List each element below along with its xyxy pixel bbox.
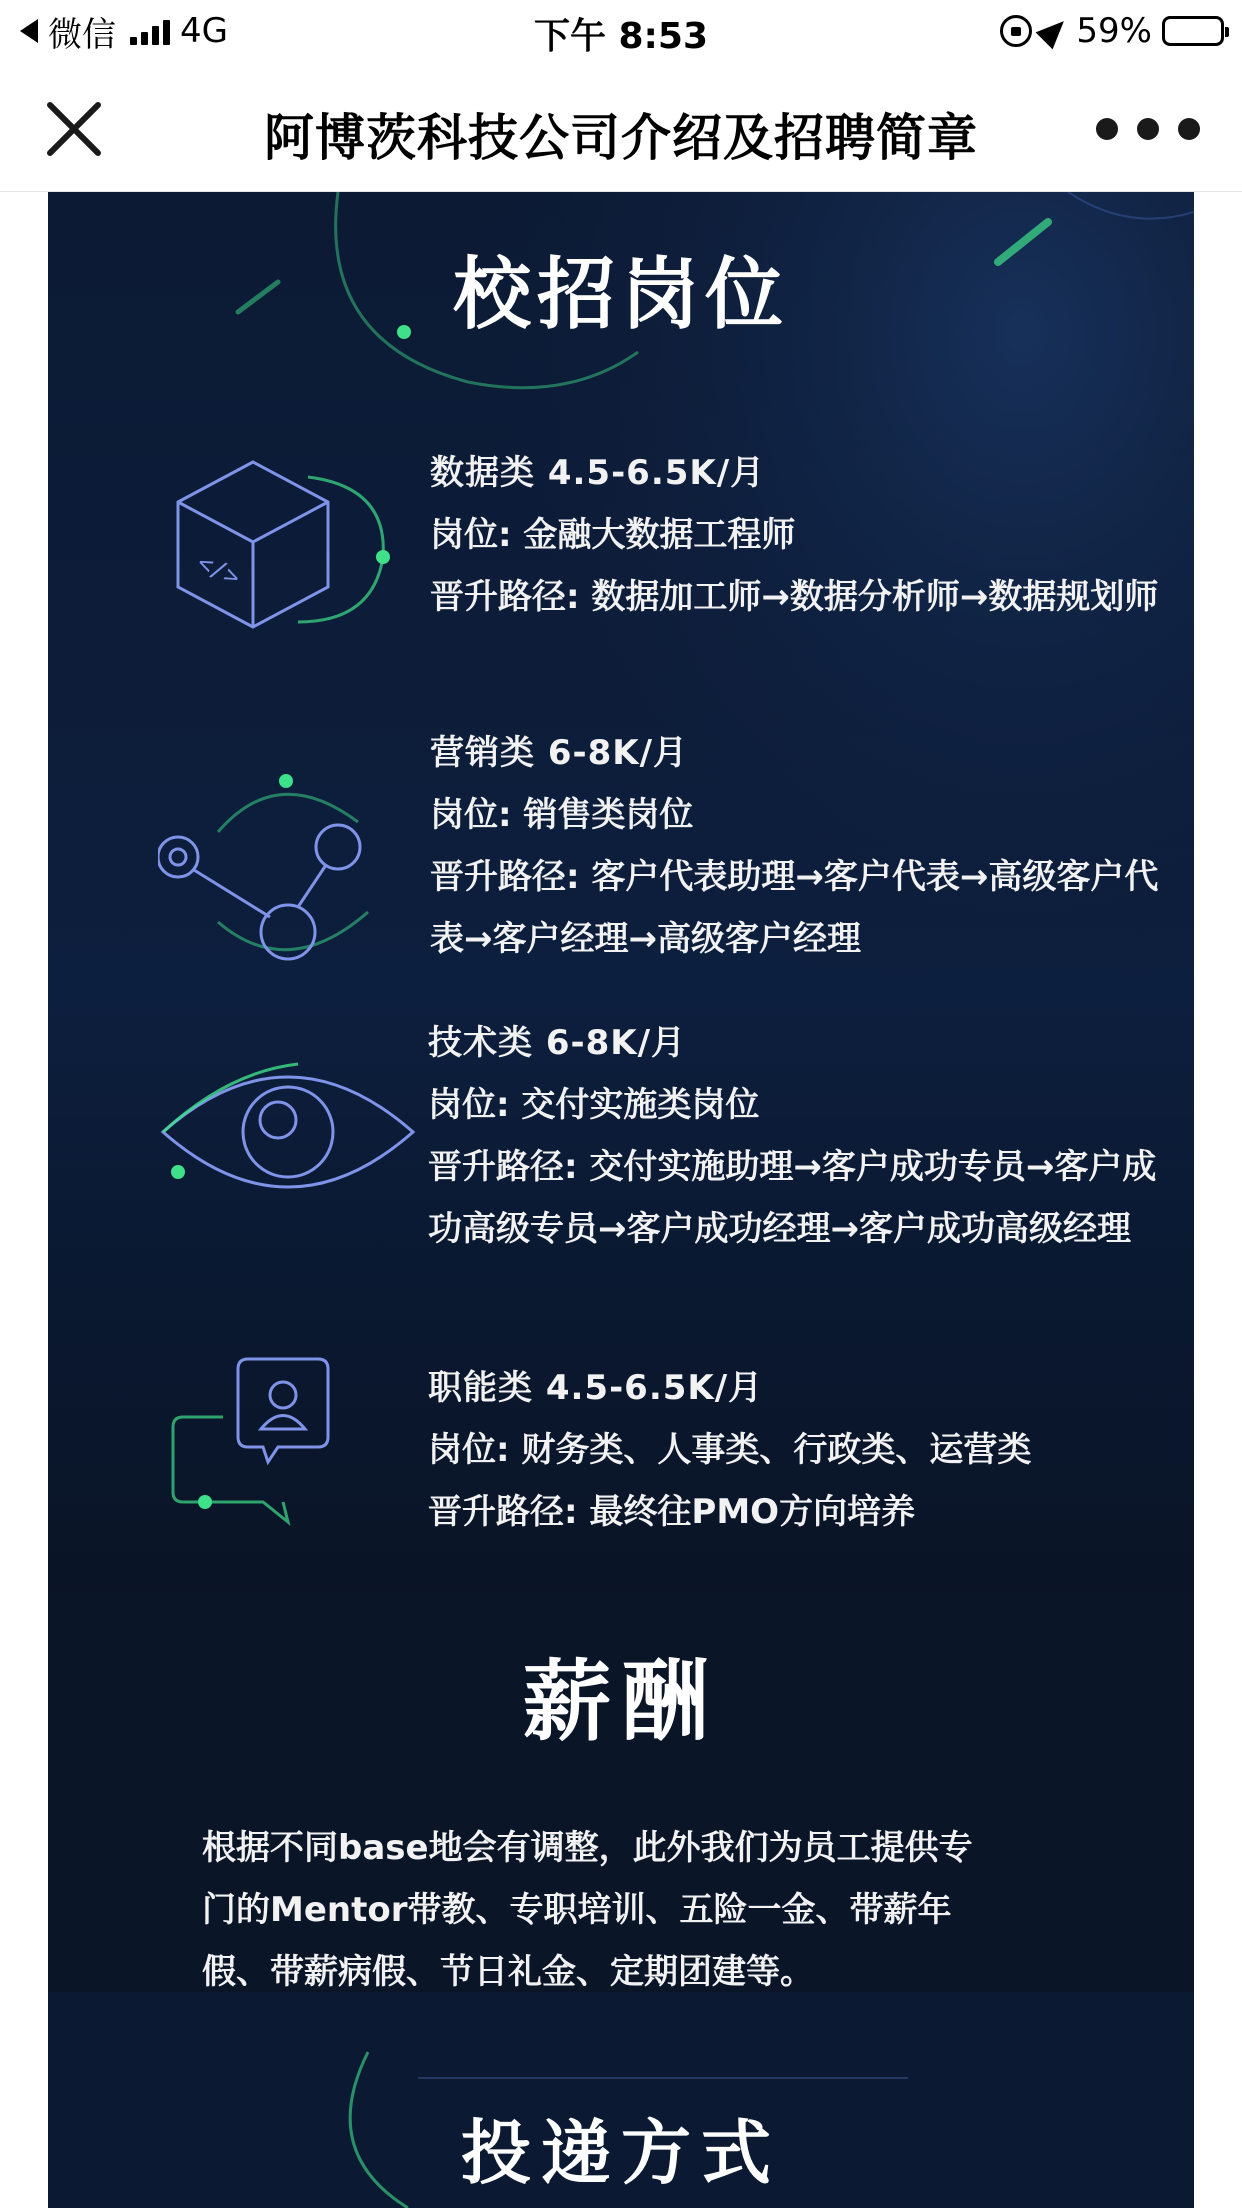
job-promotion-path: 晋升路径: 最终往PMO方向培养 <box>428 1492 916 1532</box>
svg-text:</>: </> <box>193 548 245 592</box>
job-promotion-path: 晋升路径: 交付实施助理→客户成功专员→客户成功高级专员→客户成功经理→客户成功高级经理 <box>428 1147 1157 1249</box>
job-role: 岗位: 财务类、人事类、行政类、运营类 <box>428 1430 1032 1470</box>
page-title: 阿博茨科技公司介绍及招聘简章 <box>264 109 978 167</box>
more-dot-icon <box>1178 118 1200 140</box>
job-marketing <box>430 722 1170 970</box>
network-label: 4G <box>180 11 228 51</box>
eye-icon <box>158 1052 418 1212</box>
status-right <box>1000 10 1224 52</box>
battery-percent: 59% <box>1076 11 1152 51</box>
location-arrow-icon <box>1036 13 1073 50</box>
poster-image <box>48 192 1194 2208</box>
job-title-salary: 数据类 4.5-6.5K/月 <box>430 453 766 493</box>
job-title-salary: 职能类 4.5-6.5K/月 <box>428 1368 764 1408</box>
chat-user-icon <box>168 1357 368 1537</box>
job-role: 岗位: 交付实施类岗位 <box>428 1085 760 1125</box>
salary-description: 根据不同base地会有调整，此外我们为员工提供专门的Mentor带教、专职培训、五险一金、带薪年假、带薪病假、节日礼金、定期团建等。 <box>202 1828 973 1992</box>
close-icon <box>42 97 106 161</box>
battery-icon <box>1162 16 1224 46</box>
status-bar <box>0 0 1242 62</box>
job-functional <box>428 1357 1168 1543</box>
rotation-lock-icon <box>1000 15 1032 47</box>
positions-section-title: 校招岗位 <box>452 250 789 340</box>
more-dot-icon <box>1096 118 1118 140</box>
job-title-salary: 技术类 6-8K/月 <box>428 1023 687 1063</box>
nav-bar <box>0 62 1242 192</box>
job-role: 岗位: 金融大数据工程师 <box>430 515 796 555</box>
job-promotion-path: 晋升路径: 数据加工师→数据分析师→数据规划师 <box>430 577 1159 617</box>
network-nodes-icon <box>158 772 418 972</box>
close-button[interactable] <box>42 97 106 161</box>
more-dot-icon <box>1137 118 1159 140</box>
apply-section-title: 投递方式 <box>461 2112 781 2194</box>
carrier-label[interactable]: 微信 <box>48 14 116 55</box>
job-data <box>430 442 1170 628</box>
more-button[interactable] <box>1096 114 1200 144</box>
status-time: 下午 8:53 <box>533 16 709 57</box>
job-technical <box>428 1012 1168 1260</box>
job-promotion-path: 晋升路径: 客户代表助理→客户代表→高级客户代表→客户经理→高级客户经理 <box>430 857 1159 959</box>
code-cube-icon <box>158 447 418 647</box>
job-title-salary: 营销类 6-8K/月 <box>430 733 689 773</box>
job-role: 岗位: 销售类岗位 <box>430 795 694 835</box>
salary-section-title: 薪酬 <box>522 1650 719 1753</box>
